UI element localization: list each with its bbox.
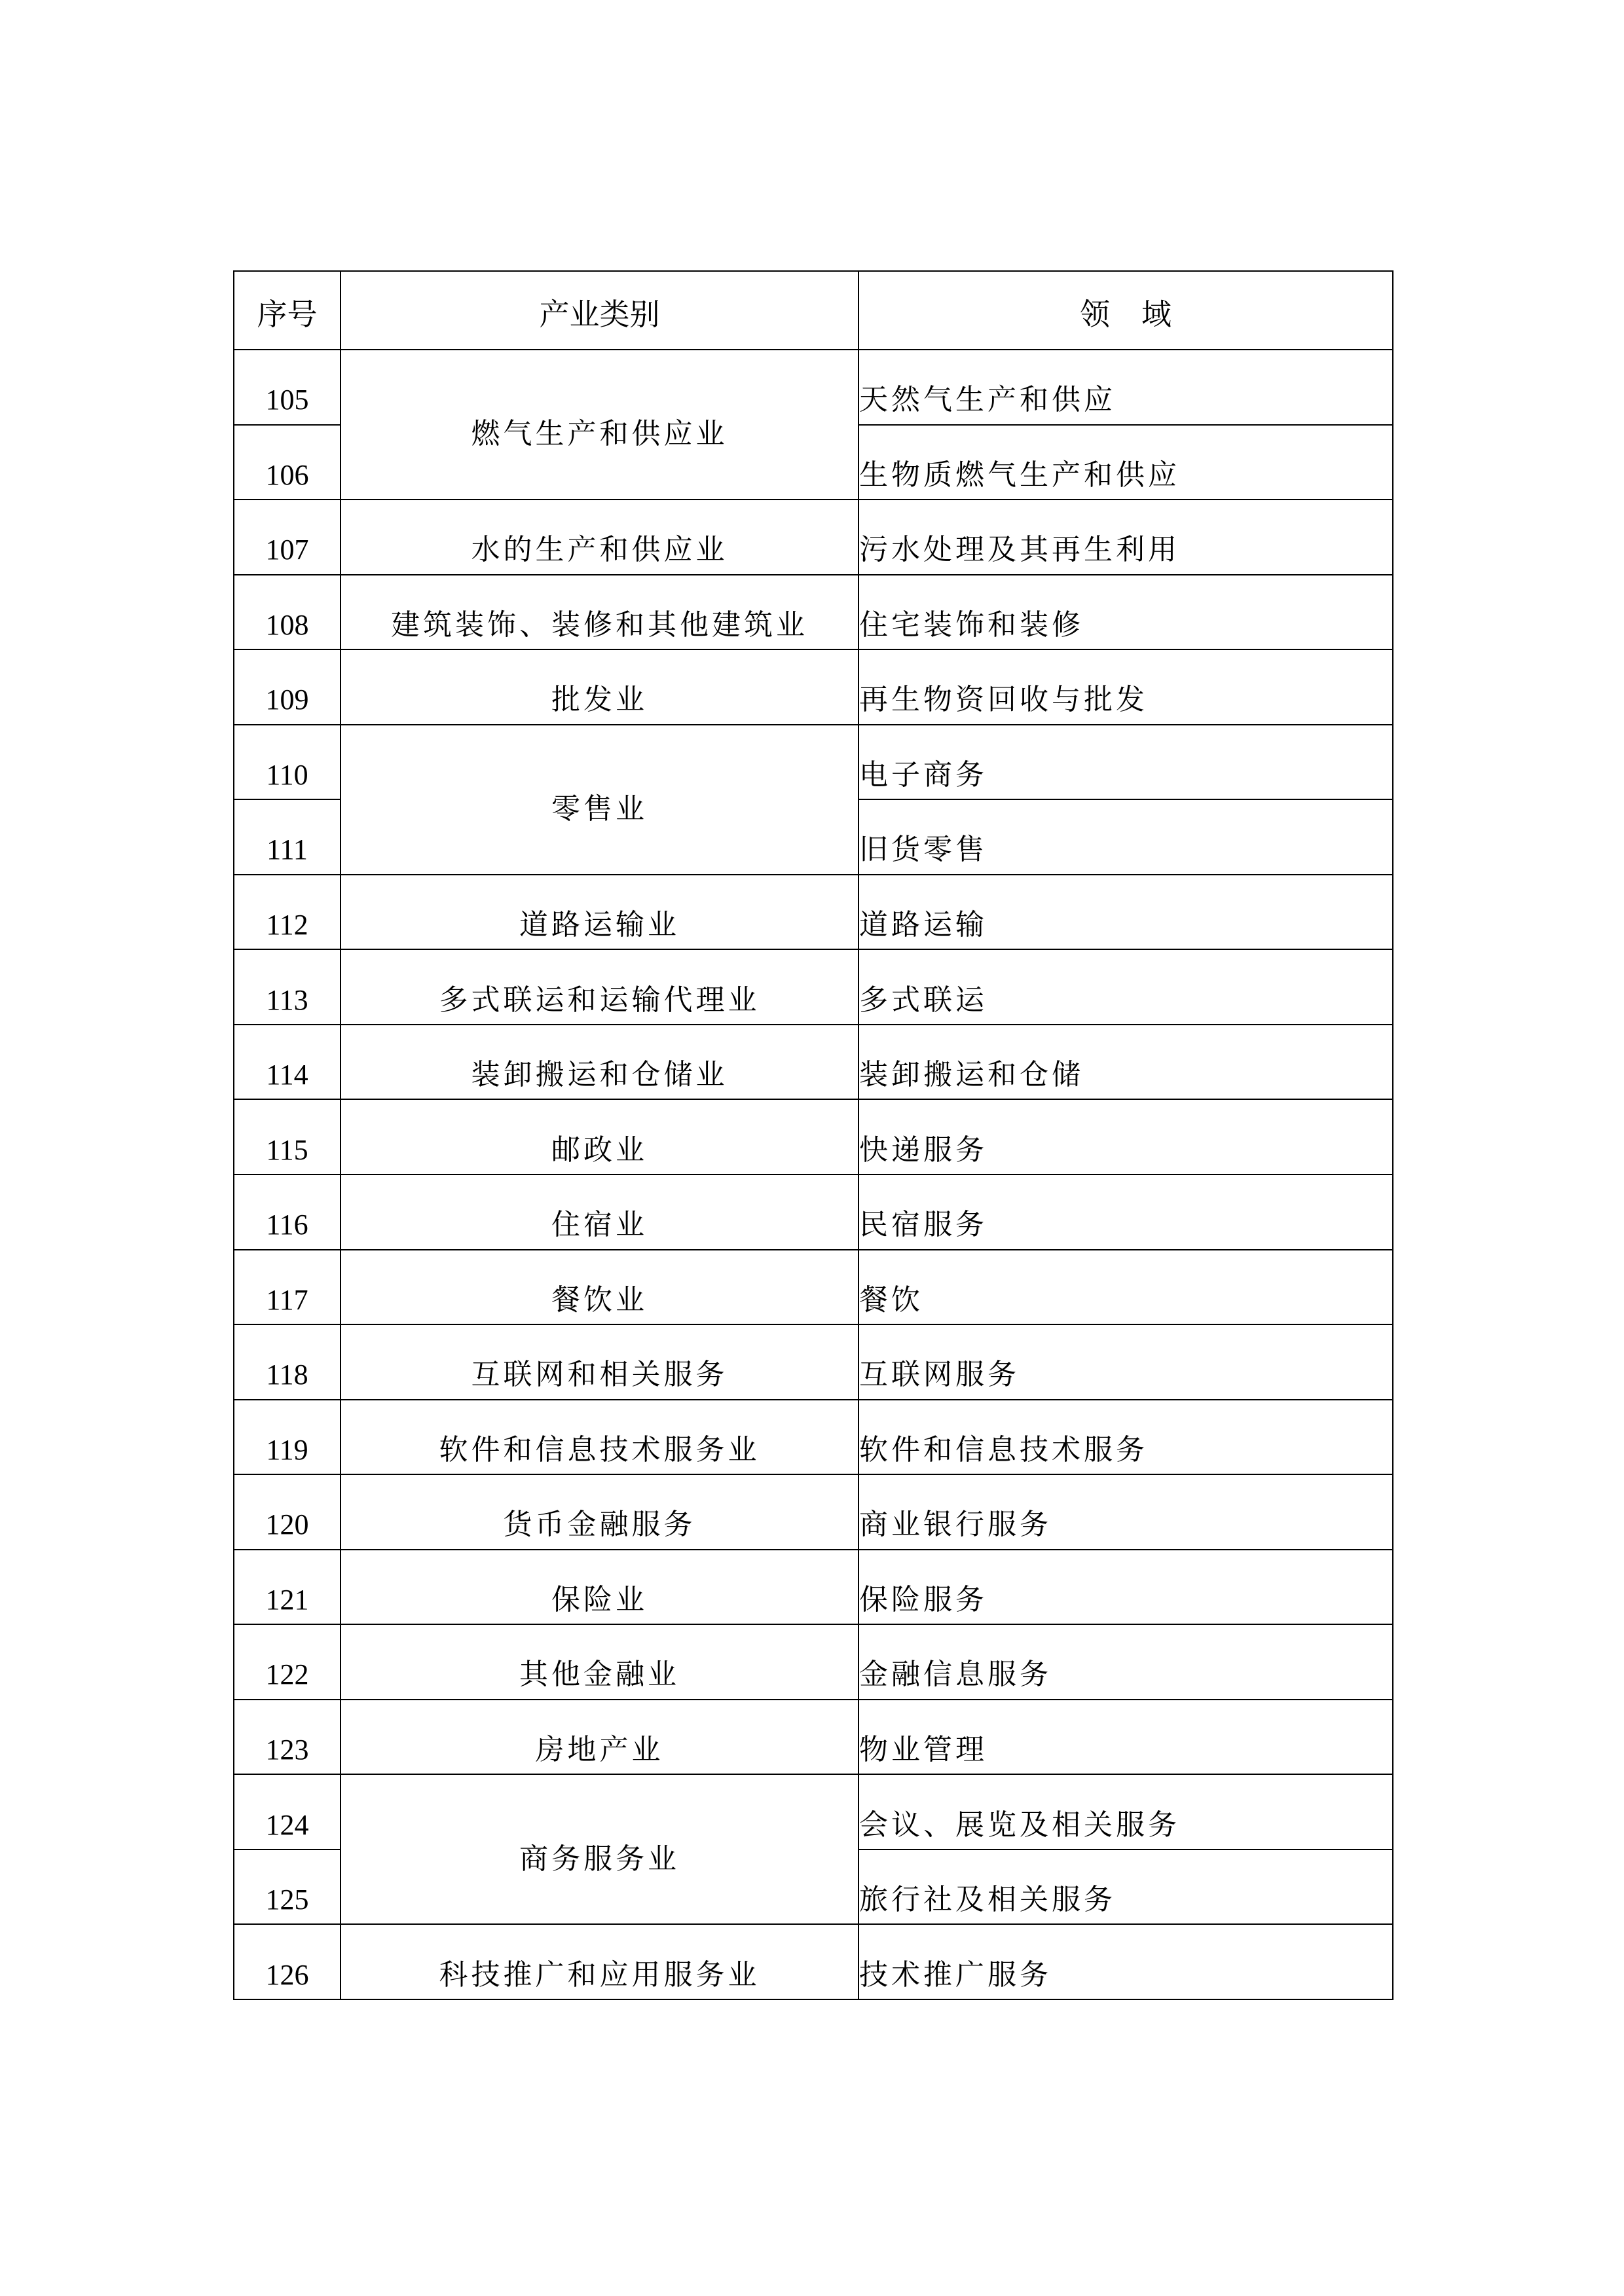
table-row (234, 1774, 1393, 1850)
row-field: 装卸搬运和仓储 (858, 1025, 1393, 1100)
table-row (234, 575, 1393, 650)
row-number: 112 (234, 875, 341, 950)
row-field: 多式联运 (858, 949, 1393, 1025)
row-field: 金融信息服务 (858, 1624, 1393, 1700)
row-number: 115 (234, 1099, 341, 1175)
row-category: 邮政业 (341, 1099, 858, 1175)
row-number: 118 (234, 1324, 341, 1400)
row-number: 125 (234, 1850, 341, 1925)
row-category: 房地产业 (341, 1700, 858, 1775)
row-category: 多式联运和运输代理业 (341, 949, 858, 1025)
row-category: 商务服务业 (341, 1774, 858, 1924)
row-category: 水的生产和供应业 (341, 500, 858, 575)
row-field: 会议、展览及相关服务 (858, 1774, 1393, 1850)
row-category: 货币金融服务 (341, 1474, 858, 1550)
row-number: 126 (234, 1924, 341, 1999)
row-field: 互联网服务 (858, 1324, 1393, 1400)
header-field-char-1: 领 (1080, 297, 1110, 332)
row-number: 105 (234, 350, 341, 425)
table-row (234, 1250, 1393, 1325)
table-row (234, 725, 1393, 800)
row-field: 污水处理及其再生利用 (858, 500, 1393, 575)
header-serial-number: 序号 (234, 271, 341, 350)
row-number: 107 (234, 500, 341, 575)
row-field: 住宅装饰和装修 (858, 575, 1393, 650)
row-number: 113 (234, 949, 341, 1025)
row-field: 民宿服务 (858, 1175, 1393, 1250)
row-field: 旧货零售 (858, 799, 1393, 875)
row-field: 天然气生产和供应 (858, 350, 1393, 425)
row-field: 旅行社及相关服务 (858, 1850, 1393, 1925)
row-number: 109 (234, 649, 341, 725)
row-field: 保险服务 (858, 1550, 1393, 1625)
table-row (234, 1400, 1393, 1475)
row-number: 108 (234, 575, 341, 650)
table-row (234, 1474, 1393, 1550)
row-number: 116 (234, 1175, 341, 1250)
table-row (234, 350, 1393, 425)
row-number: 111 (234, 799, 341, 875)
header-field (858, 271, 1393, 350)
header-industry-category: 产业类别 (341, 271, 858, 350)
row-field: 生物质燃气生产和供应 (858, 425, 1393, 500)
row-field: 软件和信息技术服务 (858, 1400, 1393, 1475)
row-number: 106 (234, 425, 341, 500)
table-row (234, 1025, 1393, 1100)
row-number: 110 (234, 725, 341, 800)
table-header-row (234, 271, 1393, 350)
row-category: 软件和信息技术服务业 (341, 1400, 858, 1475)
row-category: 互联网和相关服务 (341, 1324, 858, 1400)
row-number: 121 (234, 1550, 341, 1625)
row-category: 装卸搬运和仓储业 (341, 1025, 858, 1100)
table-row (234, 1550, 1393, 1625)
row-number: 119 (234, 1400, 341, 1475)
row-category: 科技推广和应用服务业 (341, 1924, 858, 1999)
row-number: 114 (234, 1025, 341, 1100)
table-row (234, 875, 1393, 950)
row-field: 商业银行服务 (858, 1474, 1393, 1550)
row-field: 快递服务 (858, 1099, 1393, 1175)
row-category: 餐饮业 (341, 1250, 858, 1325)
row-category: 零售业 (341, 725, 858, 875)
header-field-text (1080, 297, 1172, 332)
row-category: 保险业 (341, 1550, 858, 1625)
table-row (234, 1175, 1393, 1250)
row-category: 批发业 (341, 649, 858, 725)
row-number: 120 (234, 1474, 341, 1550)
row-number: 122 (234, 1624, 341, 1700)
table-row (234, 1324, 1393, 1400)
table-row (234, 1099, 1393, 1175)
row-category: 燃气生产和供应业 (341, 350, 858, 500)
row-category: 其他金融业 (341, 1624, 858, 1700)
row-field: 再生物资回收与批发 (858, 649, 1393, 725)
row-field: 电子商务 (858, 725, 1393, 800)
row-field: 餐饮 (858, 1250, 1393, 1325)
row-number: 117 (234, 1250, 341, 1325)
table-row (234, 649, 1393, 725)
industry-field-table (233, 270, 1393, 2000)
row-field: 技术推广服务 (858, 1924, 1393, 1999)
row-number: 124 (234, 1774, 341, 1850)
table-row (234, 949, 1393, 1025)
table-row (234, 1924, 1393, 1999)
table-row (234, 1700, 1393, 1775)
table-row (234, 1624, 1393, 1700)
row-field: 道路运输 (858, 875, 1393, 950)
header-field-char-2: 域 (1141, 297, 1172, 332)
row-category: 住宿业 (341, 1175, 858, 1250)
row-field: 物业管理 (858, 1700, 1393, 1775)
row-category: 建筑装饰、装修和其他建筑业 (341, 575, 858, 650)
row-number: 123 (234, 1700, 341, 1775)
row-category: 道路运输业 (341, 875, 858, 950)
table-row (234, 500, 1393, 575)
